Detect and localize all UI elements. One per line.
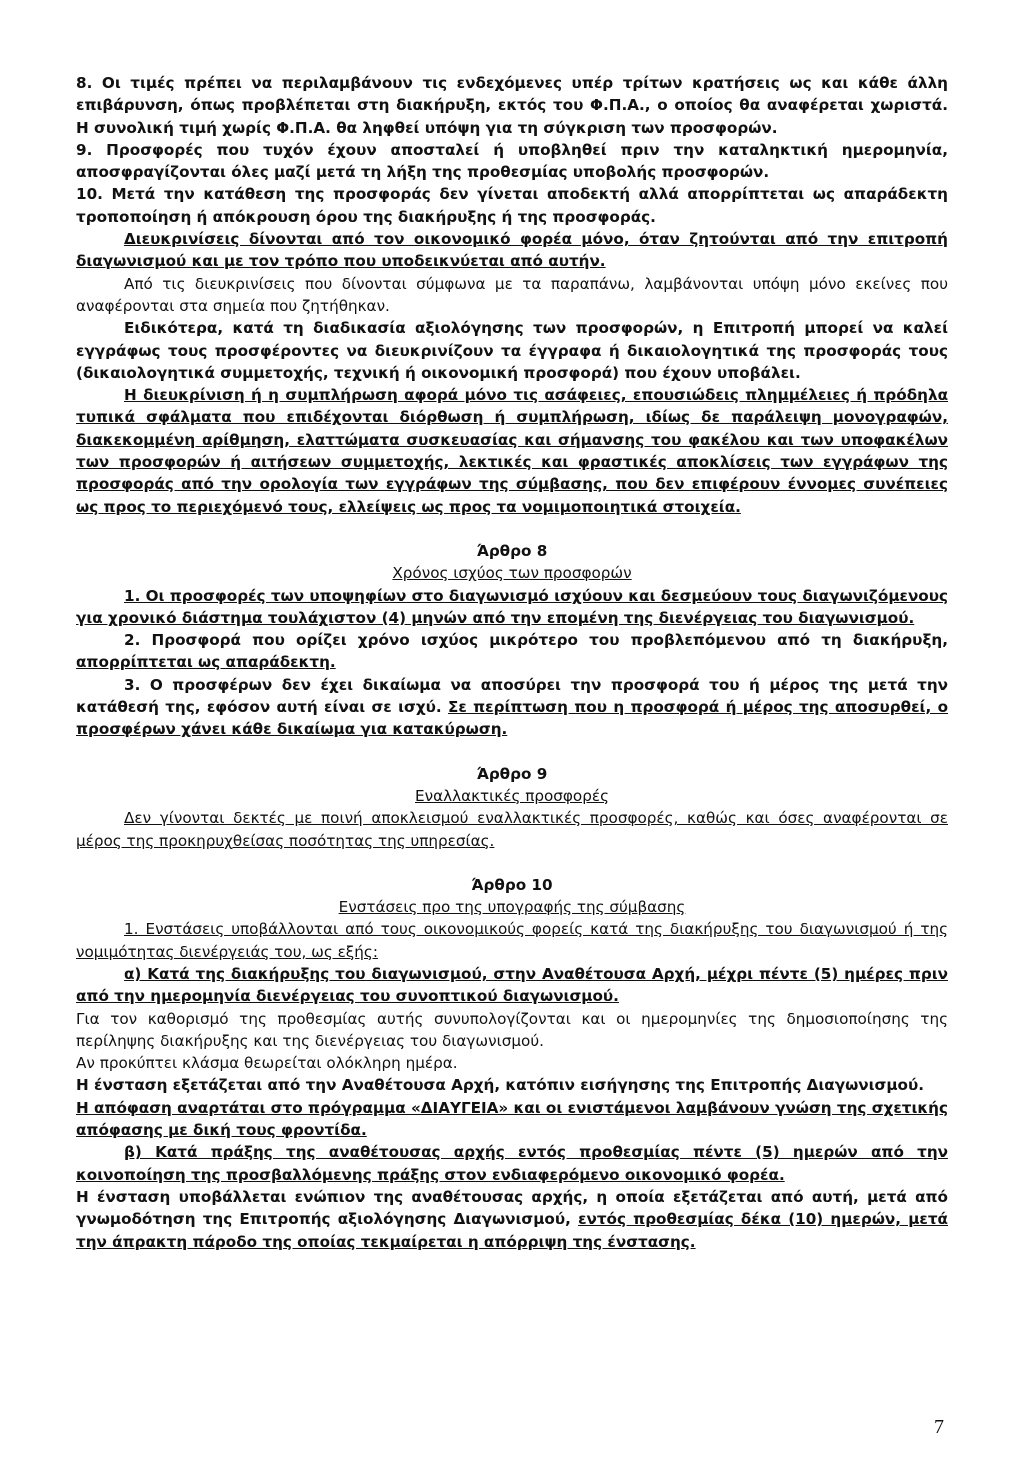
article-10-item-1: 1. Ενστάσεις υποβάλλονται από τους οικονομικούς φορείς κατά της διακήρυξης του διαγωνισμού ή της νομιμότητας διενέργειάς του, ως εξής:: [76, 920, 948, 961]
article-10-item-a-note-1: Για τον καθορισμό της προθεσμίας αυτής συνυπολογίζονται και οι ημερομηνίες της δημοσιοποίησης της περίληψης διακήρυξης και της διενέργειας του διαγωνισμού.: [76, 1009, 948, 1050]
evaluation-paragraph: Ειδικότερα, κατά τη διαδικασία αξιολόγησης των προσφορών, η Επιτροπή μπορεί να καλεί εγγράφως τους προσφέροντες να διευκρινίζουν τα έγγραφα ή δικαιολογητικά της προσφοράς τους (δικαιολογητικά συμμετοχής, τεχνική ή οικονομική προσφορά) που έχουν υποβάλει.: [76, 319, 948, 382]
article-9-title: Εναλλακτικές προσφορές: [415, 786, 609, 805]
clarifications-note: Από τις διευκρινίσεις που δίνονται σύμφωνα με τα παραπάνω, λαμβάνονται υπόψη μόνο εκείνες που αναφέρονται στα σημεία που ζητήθηκαν.: [76, 274, 948, 315]
document-page: [76, 72, 948, 1253]
article-9-paragraph: Δεν γίνονται δεκτές με ποινή αποκλεισμού εναλλακτικές προσφορές, καθώς και όσες αναφέρονται σε μέρος της προκηρυχθείσας ποσότητας της υπηρεσίας.: [76, 809, 948, 850]
article-10-item-a: α) Κατά της διακήρυξης του διαγωνισμού, στην Αναθέτουσα Αρχή, μέχρι πέντε (5) ημέρες πριν από την ημερομηνία διενέργειας του συνοπτικού διαγωνισμού.: [76, 964, 948, 1006]
article-8-item-3-text: 3. Ο προσφέρων δεν έχει δικαίωμα να αποσύρει την προσφορά του ή μέρος της μετά την κατάθεσή της, εφόσον αυτή είναι σε ισχύ.: [76, 675, 948, 717]
article-8-item-2: [76, 629, 948, 674]
page-number: 7: [934, 1416, 944, 1438]
article-10-item-b-note: [76, 1186, 948, 1253]
clarifications-paragraph: Διευκρινίσεις δίνονται από τον οικονομικό φορέα μόνο, όταν ζητούνται από την επιτροπή διαγωνισμού και με τον τρόπο που υποδεικνύεται από αυτήν.: [76, 230, 948, 271]
paragraph-10: 10. Μετά την κατάθεση της προσφοράς δεν γίνεται αποδεκτή αλλά απορρίπτεται ως απαράδεκτη τροποποίηση ή απόκρουση όρου της διακήρυξης ή της προσφοράς.: [76, 185, 948, 226]
article-10-item-a-note-4: Η απόφαση αναρτάται στο πρόγραμμα «ΔΙΑΥΓΕΙΑ» και οι ενιστάμενοι λαμβάνουν γνώση της σχετικής απόφασης με δική τους φροντίδα.: [76, 1098, 948, 1140]
article-10-item-b-note-underlined: εντός προθεσμίας δέκα (10) ημερών, μετά την άπρακτη πάροδο της οποίας τεκμαίρεται η απόρριψη της ένστασης.: [76, 1210, 948, 1251]
article-10-heading: Άρθρο 10: [471, 875, 553, 894]
article-8-item-2-underlined: απορρίπτεται ως απαράδεκτη.: [76, 653, 336, 672]
article-9-heading: Άρθρο 9: [476, 764, 548, 783]
completion-paragraph: Η διευκρίνιση ή η συμπλήρωση αφορά μόνο τις ασάφειες, επουσιώδεις πλημμέλειες ή πρόδηλα τυπικά σφάλματα που επιδέχονται διόρθωση ή συμπλήρωση, ιδίως δε παράλειψη μονογραφών, διακεκομμένη αρίθμηση, ελαττώματα συσκευασίας και σήμανσης του φακέλου και των υποφακέλων των προσφορών ή αιτήσεων συμμετοχής, λεκτικές και φραστικές αποκλίσεις των εγγράφων της προσφοράς από την ορολογία των εγγράφων της σύμβασης, που δεν επιφέρουν έννομες συνέπειες ως προς το περιεχόμενό τους, ελλείψεις ως προς τα νομιμοποιητικά στοιχεία.: [76, 386, 948, 516]
paragraph-8: 8. Οι τιμές πρέπει να περιλαμβάνουν τις ενδεχόμενες υπέρ τρίτων κρατήσεις ως και κάθε άλλη επιβάρυνση, όπως προβλέπεται στη διακήρυξη, εκτός του Φ.Π.Α., ο οποίος θα αναφέρεται χωριστά. Η συνολική τιμή χωρίς Φ.Π.Α. θα ληφθεί υπόψη για τη σύγκριση των προσφορών.: [76, 74, 948, 137]
paragraph-9: 9. Προσφορές που τυχόν έχουν αποσταλεί ή υποβληθεί πριν την καταληκτική ημερομηνία, αποσφραγίζονται όλες μαζί μετά τη λήξη της προθεσμίας υποβολής προσφορών.: [76, 140, 948, 182]
article-8-item-3-underlined: Σε περίπτωση που η προσφορά ή μέρος της αποσυρθεί, ο προσφέρων χάνει κάθε δικαίωμα για κατακύρωση.: [76, 698, 949, 739]
article-10-item-a-note-2: Αν προκύπτει κλάσμα θεωρείται ολόκληρη ημέρα.: [76, 1054, 458, 1073]
article-10-item-b: β) Κατά πράξης της αναθέτουσας αρχής εντός προθεσμίας πέντε (5) ημερών από την κοινοποίηση της προσβαλλόμενης πράξης στον ενδιαφερόμενο οικονομικό φορέα.: [76, 1143, 948, 1184]
article-8-item-3: [76, 674, 948, 741]
article-10-item-a-note-3: Η ένσταση εξετάζεται από την Αναθέτουσα Αρχή, κατόπιν εισήγησης της Επιτροπής Διαγωνισμού.: [76, 1076, 925, 1095]
article-8-title: Χρόνος ισχύος των προσφορών: [392, 564, 632, 583]
article-8-item-2-text: 2. Προσφορά που ορίζει χρόνο ισχύος μικρότερο του προβλεπόμενου από τη διακήρυξη,: [124, 631, 948, 650]
article-8-item-1: 1. Οι προσφορές των υποψηφίων στο διαγωνισμό ισχύουν και δεσμεύουν τους διαγωνιζόμενους για χρονικό διάστημα τουλάχιστον (4) μηνών από την επομένη της διενέργειας του διαγωνισμού.: [76, 586, 948, 627]
article-8-heading: Άρθρο 8: [476, 541, 548, 560]
article-10-item-b-note-text: Η ένσταση υποβάλλεται ενώπιον της αναθέτουσας αρχής, η οποία εξετάζεται από αυτή, μετά από γνωμοδότηση της Επιτροπής αξιολόγησης Διαγωνισμού,: [76, 1187, 948, 1229]
article-10-title: Ενστάσεις προ της υπογραφής της σύμβασης: [338, 898, 686, 917]
